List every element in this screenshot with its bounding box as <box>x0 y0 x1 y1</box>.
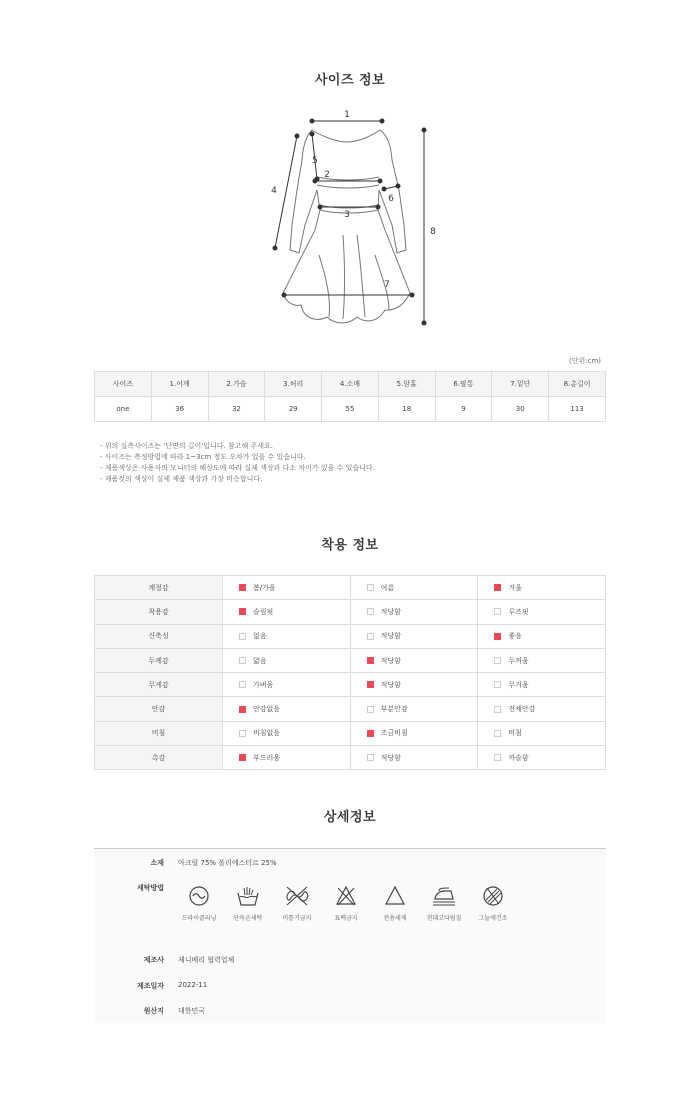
origin-label: 원산지 <box>143 1007 164 1015</box>
diagram-label-2: 2 <box>324 170 330 180</box>
unchecked-box-icon <box>367 754 374 761</box>
fit-row <box>95 697 606 721</box>
fit-option <box>350 576 478 600</box>
checked-box-icon <box>367 730 374 737</box>
unchecked-box-icon <box>494 657 501 664</box>
checked-box-icon <box>239 584 246 591</box>
fit-option-label: 적당함 <box>380 680 401 689</box>
care-item-label: 전용세제 <box>383 915 407 922</box>
care-item-label: 그늘에건조 <box>478 915 508 922</box>
care-item-label: 단독손세탁 <box>233 915 263 922</box>
header-cell: 5.암홀 <box>378 372 435 397</box>
fit-option <box>350 673 478 697</box>
fit-info-title: 착용 정보 <box>321 538 379 553</box>
unchecked-box-icon <box>367 608 374 615</box>
size-cell: 29 <box>265 397 322 422</box>
fit-row-label: 신축성 <box>95 624 223 648</box>
diagram-label-3: 3 <box>344 210 350 220</box>
fit-row-label: 비침 <box>95 721 223 745</box>
size-cell: one <box>95 397 152 422</box>
dry-clean-icon <box>188 885 210 907</box>
iron-cloth-icon <box>431 885 457 907</box>
size-cell: 36 <box>151 397 208 422</box>
fit-option <box>350 721 478 745</box>
unchecked-box-icon <box>494 754 501 761</box>
bleach-allowed-icon <box>384 885 406 907</box>
header-cell: 3.허리 <box>265 372 322 397</box>
fit-row <box>95 746 606 770</box>
fit-option-label: 두꺼움 <box>508 656 529 665</box>
care-item-label: 비틀기금지 <box>282 915 312 922</box>
fit-row <box>95 721 606 745</box>
fit-row <box>95 648 606 672</box>
size-notes <box>100 441 375 485</box>
fit-option <box>350 697 478 721</box>
fit-option-label: 부드러움 <box>253 753 281 762</box>
fit-option-label: 전체안감 <box>508 705 536 714</box>
no-wring-icon <box>284 885 310 907</box>
unchecked-box-icon <box>494 608 501 615</box>
unchecked-box-icon <box>239 657 246 664</box>
care-item <box>272 885 322 922</box>
checked-box-icon <box>367 681 374 688</box>
fit-option-label: 봄/가을 <box>253 583 276 592</box>
care-item <box>419 885 469 922</box>
material-value: 아크릴 75% 폴리에스터르 25% <box>178 859 277 867</box>
header-cell: 8.총길이 <box>549 372 606 397</box>
unchecked-box-icon <box>367 584 374 591</box>
no-bleach-icon <box>335 885 357 907</box>
header-cell: 6.팔통 <box>435 372 492 397</box>
fit-option <box>478 673 606 697</box>
fit-option-label: 비침 <box>508 729 522 738</box>
date-value: 2022-11 <box>178 981 208 989</box>
diagram-label-6: 6 <box>388 194 394 204</box>
header-cell: 7.밑단 <box>492 372 549 397</box>
fit-option <box>350 624 478 648</box>
date-label: 제조일자 <box>136 982 164 990</box>
header-cell: 1.어깨 <box>151 372 208 397</box>
note-line: - 사이즈는 측정방법에 따라 1~3cm 정도 오차가 있을 수 있습니다. <box>100 453 306 461</box>
checked-box-icon <box>494 584 501 591</box>
wash-label: 세탁방법 <box>136 884 164 892</box>
fit-row <box>95 576 606 600</box>
unchecked-box-icon <box>239 633 246 640</box>
fit-option-label: 적당함 <box>380 607 401 616</box>
diagram-label-1: 1 <box>344 110 350 120</box>
fit-option-label: 슬림핏 <box>253 607 274 616</box>
fit-row-label: 안감 <box>95 697 223 721</box>
care-item-label: 천대고다림질 <box>426 915 462 922</box>
fit-row-label: 무게감 <box>95 673 223 697</box>
maker-value: 제니베리 협력업체 <box>178 956 235 964</box>
care-item <box>468 885 518 922</box>
fit-row-label: 계절감 <box>95 576 223 600</box>
unchecked-box-icon <box>239 730 246 737</box>
fit-row <box>95 673 606 697</box>
size-cell: 30 <box>492 397 549 422</box>
header-cell: 사이즈 <box>95 372 152 397</box>
fit-row <box>95 624 606 648</box>
maker-label: 제조사 <box>143 956 164 964</box>
header-cell: 4.소매 <box>322 372 379 397</box>
detail-panel <box>94 848 606 1023</box>
fit-option <box>478 746 606 770</box>
fit-option <box>223 576 351 600</box>
fit-option <box>223 648 351 672</box>
fit-option-label: 루즈핏 <box>508 607 529 616</box>
dress-measurement-diagram <box>265 105 445 330</box>
fit-row-label: 촉감 <box>95 746 223 770</box>
unchecked-box-icon <box>367 706 374 713</box>
table-row <box>95 397 606 422</box>
fit-option <box>350 746 478 770</box>
care-item-label: 표백금지 <box>334 915 358 922</box>
fit-option-label: 얇음 <box>253 656 267 665</box>
diagram-label-5: 5 <box>312 156 318 166</box>
fit-table <box>94 575 606 770</box>
care-item <box>174 885 224 922</box>
unchecked-box-icon <box>239 681 246 688</box>
size-cell: 32 <box>208 397 265 422</box>
fit-option <box>478 600 606 624</box>
unchecked-box-icon <box>494 730 501 737</box>
fit-option-label: 비침없음 <box>253 729 281 738</box>
fit-option-label: 무거움 <box>508 680 529 689</box>
size-cell: 18 <box>378 397 435 422</box>
diagram-label-4: 4 <box>271 186 277 196</box>
size-cell: 55 <box>322 397 379 422</box>
fit-option <box>223 673 351 697</box>
fit-option-label: 적당함 <box>380 632 401 641</box>
fit-option <box>478 624 606 648</box>
care-item <box>370 885 420 922</box>
fit-option <box>478 697 606 721</box>
fit-option-label: 조금비침 <box>380 729 408 738</box>
fit-option-label: 적당함 <box>380 753 401 762</box>
header-cell: 2.가슴 <box>208 372 265 397</box>
fit-row <box>95 600 606 624</box>
diagram-label-7: 7 <box>384 280 390 290</box>
unchecked-box-icon <box>367 633 374 640</box>
size-cell: 113 <box>549 397 606 422</box>
care-item <box>321 885 371 922</box>
fit-option <box>223 697 351 721</box>
unchecked-box-icon <box>494 706 501 713</box>
origin-value: 대한민국 <box>178 1007 206 1015</box>
fit-option <box>350 600 478 624</box>
material-label: 소재 <box>150 859 164 867</box>
fit-option <box>223 746 351 770</box>
checked-box-icon <box>239 608 246 615</box>
unchecked-box-icon <box>494 681 501 688</box>
fit-option <box>223 624 351 648</box>
unit-label: (단위:cm) <box>568 357 601 365</box>
note-line: - 제품컷의 색상이 실제 제품 색상과 가장 비슷합니다. <box>100 475 263 483</box>
fit-option-label: 안감없음 <box>253 705 281 714</box>
checked-box-icon <box>239 754 246 761</box>
size-table <box>94 371 606 422</box>
checked-box-icon <box>239 706 246 713</box>
hand-wash-icon <box>236 885 260 907</box>
fit-option-label: 여름 <box>380 583 395 592</box>
care-item-label: 드라이클리닝 <box>181 915 217 922</box>
fit-option <box>223 600 351 624</box>
checked-box-icon <box>494 633 501 640</box>
shade-dry-icon <box>482 885 504 907</box>
fit-option <box>478 648 606 672</box>
fit-option <box>350 648 478 672</box>
detail-info-title: 상세정보 <box>323 810 377 825</box>
fit-option-label: 겨울 <box>508 583 522 592</box>
fit-option-label: 좋음 <box>508 632 522 641</box>
size-table-header-row <box>95 372 606 397</box>
size-cell: 9 <box>435 397 492 422</box>
fit-row-label: 두께감 <box>95 648 223 672</box>
diagram-label-8: 8 <box>430 227 436 237</box>
fit-option-label: 없음 <box>253 632 267 641</box>
checked-box-icon <box>367 657 374 664</box>
fit-option-label: 적당함 <box>380 656 401 665</box>
note-line: - 위의 실측사이즈는 '단면의 길이'입니다. 참고해 주세요. <box>100 442 273 450</box>
care-item <box>223 885 273 922</box>
fit-option <box>478 721 606 745</box>
fit-option-label: 가벼움 <box>253 680 274 689</box>
fit-row-label: 착용감 <box>95 600 223 624</box>
fit-option <box>478 576 606 600</box>
fit-option-label: 까슬함 <box>508 753 529 762</box>
size-info-title: 사이즈 정보 <box>314 73 386 88</box>
fit-option-label: 부분안감 <box>380 705 408 714</box>
note-line: - 제품색상은 사용자의 모니터의 해상도에 따라 실제 색상과 다소 차이가 있을 수 있습니다. <box>100 464 375 472</box>
fit-option <box>223 721 351 745</box>
